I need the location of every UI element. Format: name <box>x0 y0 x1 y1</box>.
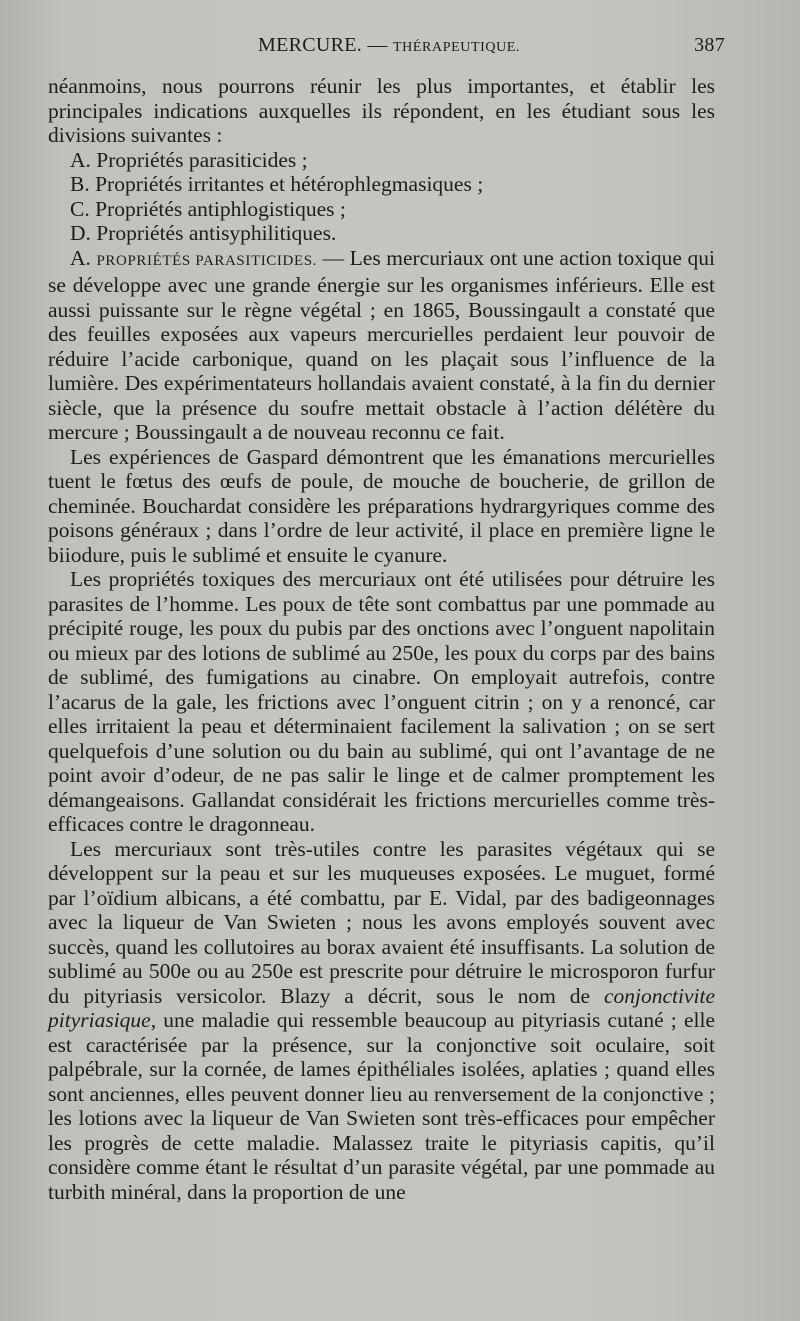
section-a-text: — Les mercuriaux ont une action toxique qui se développe avec une grande énergie sur les organismes inférieurs. Elle est aussi puissante sur le règne végétal ; en 1865, Boussingault a constaté que des feuilles exposées aux vapeurs mercurielles perdaient leur pouvoir de réduire l’acide carbonique, quand on les plaçait sous l’influence de la lumière. Des expérimentateurs hollandais avaient constaté, à la fin du dernier siècle, que la présence du soufre mettait obstacle à l’action délétère du mercure ; Boussingault a de nouveau reconnu ce fait. <box>48 245 715 444</box>
division-item: D. Propriétés antisyphilitiques. <box>70 221 337 245</box>
division-item: A. Propriétés parasiticides ; <box>70 147 308 172</box>
page-number: 387 <box>694 34 725 56</box>
page-body <box>48 74 715 1204</box>
running-title-dash: — <box>367 34 388 56</box>
body-paragraph-last <box>48 837 715 1205</box>
section-a-heading: PROPRIÉTÉS PARASITICIDES. <box>96 252 317 269</box>
intro-paragraph: néanmoins, nous pourrons réunir les plus importantes, et établir les principales indications auxquelles ils répondent, en les étudiant sous les divisions suivantes : <box>48 74 715 147</box>
body-paragraph: Les expériences de Gaspard démontrent que les émanations mercurielles tuent le fœtus des œufs de poule, de mouche de boucherie, de grillon de cheminée. Bouchardat considère les préparations hydrargyriques comme des poisons généraux ; dans l’ordre de leur activité, il place en première ligne le biiodure, puis le sublimé et ensuite le cyanure. <box>48 444 715 567</box>
italic-term: conjonctivite pityriasique <box>48 983 715 1032</box>
section-a-paragraph <box>48 246 715 445</box>
division-item: B. Propriétés irritantes et hétérophlegmasiques ; <box>70 172 484 196</box>
text-run: , une maladie qui ressemble beaucoup au pityriasis cutané ; elle est caractérisée par la présence, sur la conjonctive soit oculaire, soit palpébrale, sur la cornée, de lames épithéliales isolées, aplaties ; quand elles sont anciennes, elles peuvent donner lieu au renversement de la conjonctive ; les lotions avec la liqueur de Van Swieten sont très-efficaces pour empêcher les progrès de cette maladie. Malassez traite le pityriasis capitis, qu’il considère comme étant le résultat d’un parasite végétal, par une pommade au turbith minéral, dans la proportion de une <box>48 1008 715 1204</box>
running-title <box>258 34 520 57</box>
running-title-main: MERCURE. <box>258 34 363 56</box>
running-title-sub: THÉRAPEUTIQUE. <box>393 40 521 55</box>
body-paragraph: Les propriétés toxiques des mercuriaux ont été utilisées pour détruire les parasites de l’homme. Les poux de tête sont combattus par une pommade au précipité rouge, les poux du pubis par des onctions avec l’onguent napolitain ou mieux par des lotions de sublimé au 250e, les poux du corps par des bains de sublimé, des fumigations au cinabre. On employait autrefois, contre l’acarus de la gale, les frictions avec l’onguent citrin ; on y a renoncé, car elles irritaient la peau et déterminaient facilement la salivation ; on se sert quelquefois d’une solution ou du bain au sublimé, qui ont l’avantage de ne point avoir d’odeur, de ne pas salir le linge et de calmer promptement les démangeaisons. Gallandat considérait les frictions mercurielles comme très-efficaces contre le dragonneau. <box>48 567 715 836</box>
running-head <box>58 34 725 64</box>
section-a-prefix: A. <box>70 245 91 270</box>
text-run: Les mercuriaux sont très-utiles contre les parasites végétaux qui se développent sur la peau et sur les muqueuses exposées. Le muguet, formé par l’oïdium albicans, a été combattu, par E. Vidal, par des badigeonnages avec la liqueur de Van Swieten ; nous les avons employés souvent avec succès, quand les collutoires au borax avaient été insuffisants. La solution de sublimé au 500e ou au 250e est prescrite pour détruire le microsporon furfur du pityriasis versicolor. Blazy a décrit, sous le nom de <box>48 836 715 1008</box>
division-item: C. Propriétés antiphlogistiques ; <box>70 196 346 221</box>
